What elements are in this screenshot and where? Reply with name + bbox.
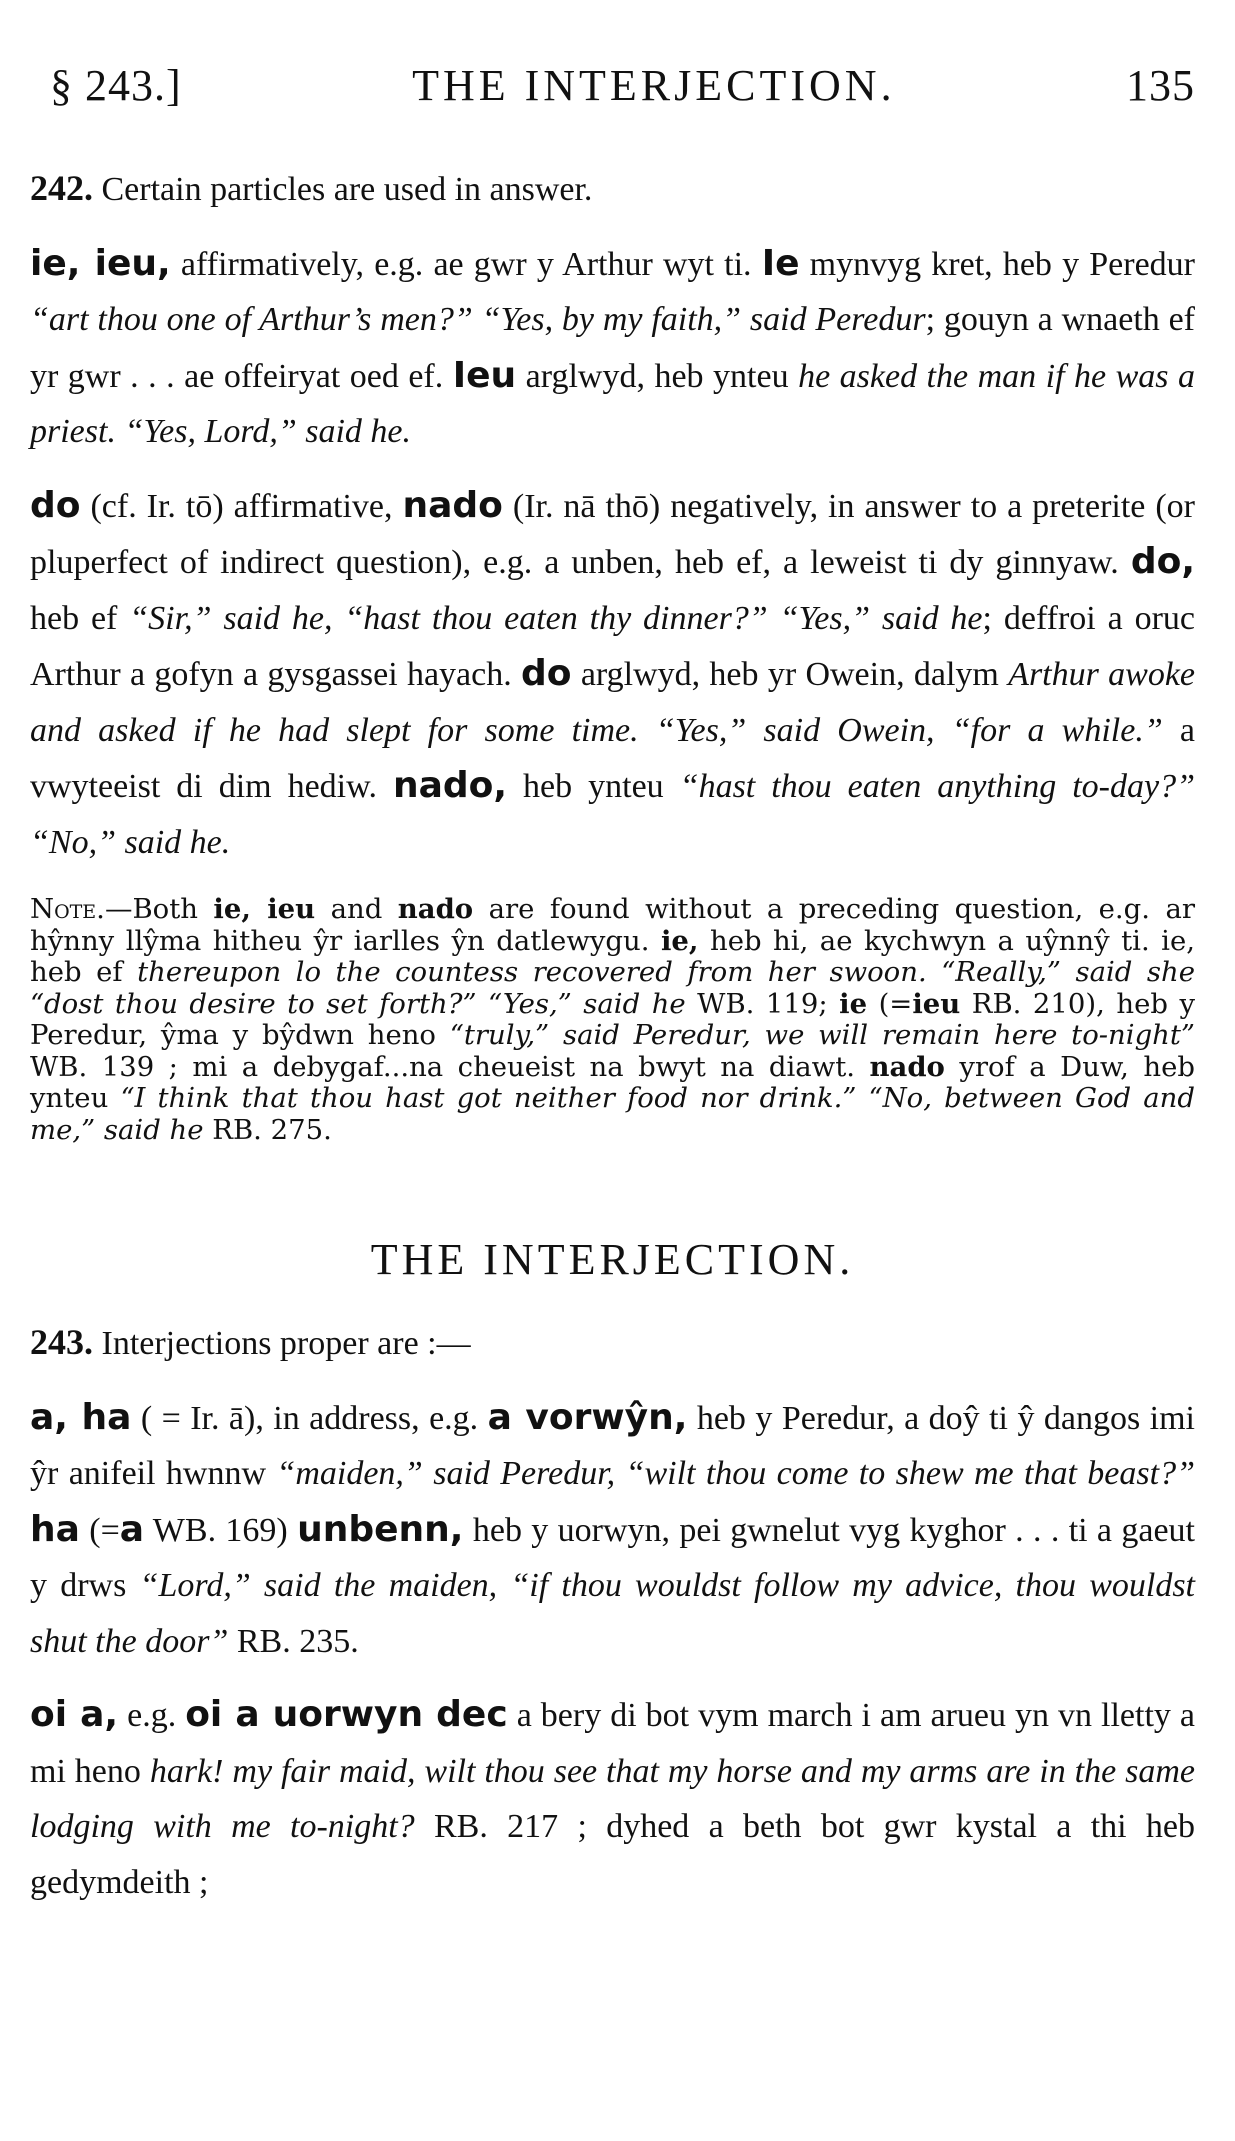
paragraph-text: Interjections proper are :—	[101, 1325, 471, 1362]
running-title: THE INTERJECTION.	[412, 61, 896, 110]
headword-oi-a: oi a,	[30, 1694, 119, 1735]
text-run: (=	[867, 987, 913, 1020]
translation-run: Arthur awoke and asked if he had slept for some time. “Yes,” said Owein, “for a while.”	[30, 656, 1196, 749]
paragraph-242-intro	[30, 161, 1195, 218]
translation-run: “Lord,” said the maiden, “if thou wouldst follow my advice, thou wouldst shut the door”	[30, 1567, 1195, 1660]
page-number: 135	[1126, 61, 1195, 110]
headword-do: do	[30, 484, 81, 526]
text-run: RB. 210), heb y Peredur, ŷma y bŷdwn heno	[30, 987, 1195, 1051]
note-paragraph	[30, 894, 1195, 1146]
text-run: heb y uorwyn, pei gwnelut vyg kyghor . . . ti a gaeut y drws	[30, 1511, 1196, 1604]
bold-term: ha	[30, 1508, 80, 1550]
text-run: a bery di bot vym march i am arueu yn vn lletty a mi heno	[30, 1697, 1196, 1790]
text-run: heb ef	[30, 599, 130, 637]
translation-run: “hast thou eaten anything to-day?” “No,” said he.	[30, 768, 1195, 861]
bold-term: ie,	[660, 924, 699, 957]
headword-do: do	[521, 653, 572, 694]
text-run: yrof a Duw, heb ynteu	[30, 1050, 1195, 1114]
paragraph-text: Certain particles are used in answer.	[101, 171, 593, 208]
bold-term: ie	[839, 987, 868, 1020]
bold-term: a vorwŷn,	[487, 1396, 688, 1438]
text-run: are found without a preceding question, e.g. ar hŷnny llŷma hitheu ŷr iarlles ŷn datlewygu.	[30, 893, 1195, 957]
bold-term: ieu	[912, 987, 961, 1020]
translation-run: thereupon lo the countess recovered from her swoon. “Really,” said she “dost thou desire to set forth?” “Yes,” said he	[30, 956, 1195, 1020]
bold-term: nado	[397, 893, 474, 925]
section-heading: THE INTERJECTION.	[370, 1235, 855, 1284]
text-run: heb ynteu	[507, 768, 680, 805]
paragraph-number: 243.	[30, 1322, 93, 1362]
bold-term: nado	[869, 1050, 945, 1083]
text-run: e.g.	[118, 1697, 186, 1734]
paragraph-243-intro	[30, 1315, 1195, 1372]
paragraph-ie-ieu	[30, 236, 1195, 460]
text-run: ; deffroi a oruc Arthur a gofyn a gysgassei hayach.	[30, 599, 1195, 693]
text-run: a vwyteeist di dim hediw.	[30, 711, 1196, 805]
text-run: heb hi, ae kychwyn a uŷnnŷ ti. ie, heb ef	[30, 924, 1195, 988]
headword-ie-ieu: ie, ieu,	[30, 242, 171, 284]
translation-run: “I think that thou hast got neither food nor drink.” “No, between God and me,” said he	[30, 1082, 1195, 1146]
text-run: arglwyd, heb yr Owein, dalym	[571, 656, 1009, 693]
text-run: WB. 119;	[685, 987, 840, 1020]
bold-term: a	[119, 1508, 145, 1550]
text-run: RB. 235.	[228, 1622, 359, 1660]
headword-ieu: Ieu	[452, 354, 517, 396]
running-header	[50, 60, 1195, 111]
text-run: heb y Peredur, a doŷ ti ŷ dangos imi ŷr anifeil hwnnw	[30, 1399, 1196, 1492]
text-run: (cf. Ir. tō) affirmative,	[80, 487, 403, 525]
translation-run: “truly,” said Peredur, we will remain here to-night”	[449, 1019, 1195, 1051]
paragraph-a-ha	[30, 1390, 1195, 1670]
headword-ie: Ie	[761, 242, 800, 284]
text-run: and	[315, 893, 398, 925]
translation-run: hark! my fair maid, wilt thou see that my horse and my arms are in the same lodging with me to-night?	[30, 1752, 1195, 1845]
headword-nado: nado,	[392, 765, 508, 806]
text-run: (Ir. nā thō) negatively, in answer to a preterite (or pluperfect of indirect question), e.g. a unben, heb ef, a leweist ti dy ginnyaw.	[30, 487, 1196, 581]
text-run: WB. 139 ; mi a debygaf...na cheueist na bwyt na diawt.	[30, 1050, 870, 1083]
text-run: mynvyg kret, heb y Peredur	[799, 245, 1195, 283]
text-run: ; gouyn a wnaeth ef yr gwr . . . ae offeiryat oed ef.	[30, 301, 1196, 395]
bold-term: oi a uorwyn dec	[185, 1694, 508, 1735]
paragraph-number: 242.	[30, 168, 93, 208]
headword-do: do,	[1130, 541, 1195, 582]
section-reference: § 243.]	[50, 61, 182, 110]
text-run: WB. 169)	[144, 1511, 298, 1549]
text-run: —Both	[104, 893, 214, 925]
note-label: Note.	[30, 893, 105, 925]
text-run: (=	[79, 1511, 120, 1549]
translation-run: he asked the man if he was a priest. “Yes, Lord,” said he.	[30, 357, 1195, 450]
bold-term: unbenn,	[297, 1508, 464, 1550]
text-run: ( = Ir. ā), in address, e.g.	[131, 1399, 488, 1437]
paragraph-do-nado	[30, 478, 1195, 871]
paragraph-oi-a	[30, 1687, 1195, 1910]
text-run: RB. 275.	[203, 1113, 332, 1146]
translation-run: “Sir,” said he, “hast thou eaten thy dinner?” “Yes,” said he	[129, 599, 983, 637]
headword-nado: nado	[402, 484, 503, 526]
headword-a-ha: a, ha	[30, 1396, 132, 1438]
translation-run: “maiden,” said Peredur, “wilt thou come to shew me that beast?”	[276, 1455, 1195, 1492]
text-run: arglwyd, heb ynteu	[516, 357, 799, 395]
translation-run: “art thou one of Arthur’s men?” “Yes, by my faith,” said Peredur	[30, 301, 926, 338]
bold-term: ie, ieu	[213, 893, 316, 925]
text-run: RB. 217 ; dyhed a beth bot gwr kystal a thi heb gedymdeith ;	[30, 1808, 1195, 1901]
text-run: affirmatively, e.g. ae gwr y Arthur wyt ti.	[170, 245, 762, 283]
